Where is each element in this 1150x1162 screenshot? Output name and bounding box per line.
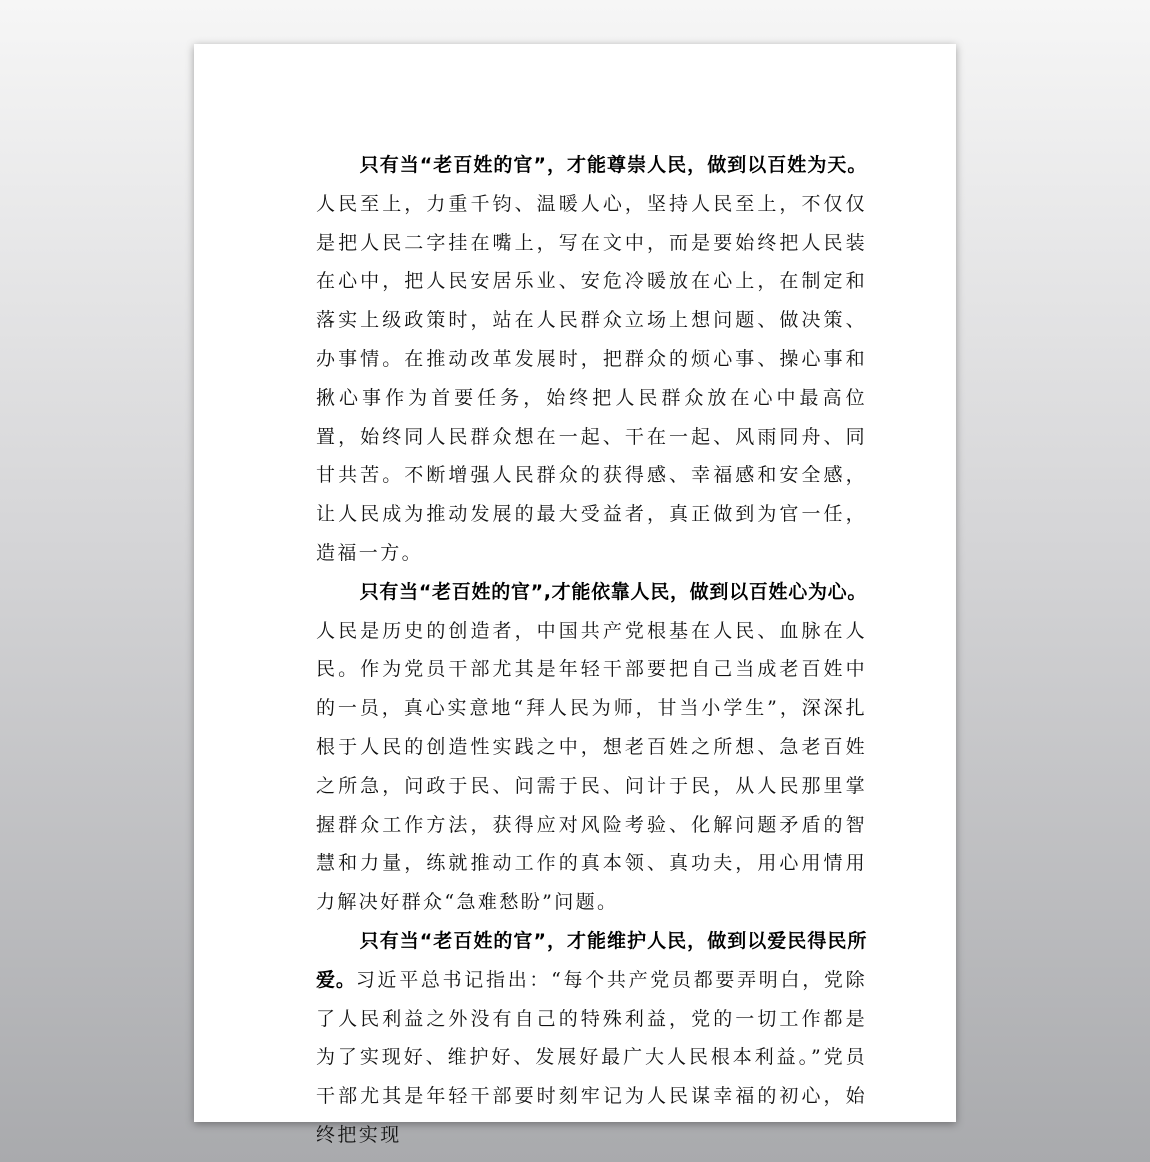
paragraph-3-lead: 只有当“老百姓的官”，才能维护人民，做到以爱民得民所爱。: [316, 929, 867, 991]
paragraph-2-body: 人民是历史的创造者，中国共产党根基在人民、血脉在人民。作为党员干部尤其是年轻干部要把自己当成老百姓中的一员，真心实意地“拜人民为师，甘当小学生”，深深扎根于人民的创造性实践之中，想老百姓之所想、急老百姓之所急，问政于民、问需于民、问计于民，从人民那里掌握群众工作方法，获得应对风险考验、化解问题矛盾的智慧和力量，练就推动工作的真本领、真功夫，用心用情用力解决好群众“急难愁盼”问题。: [316, 619, 867, 914]
paragraph-2-lead: 只有当“老百姓的官”,才能依靠人民，做到以百姓心为心。: [359, 580, 867, 603]
document-body: [316, 146, 867, 1155]
paragraph-1-body: 人民至上，力重千钧、温暖人心，坚持人民至上，不仅仅是把人民二字挂在嘴上，写在文中，而是要始终把人民装在心中，把人民安居乐业、安危冷暖放在心上，在制定和落实上级政策时，站在人民群众立场上想问题、做决策、办事情。在推动改革发展时，把群众的烦心事、操心事和揪心事作为首要任务，始终把人民群众放在心中最高位置，始终同人民群众想在一起、干在一起、风雨同舟、同甘共苦。不断增强人民群众的获得感、幸福感和安全感，让人民成为推动发展的最大受益者，真正做到为官一任，造福一方。: [316, 192, 867, 564]
paragraph-3-body: 习近平总书记指出：“每个共产党员都要弄明白，党除了人民利益之外没有自己的特殊利益，党的一切工作都是为了实现好、维护好、发展好最广大人民根本利益。”党员干部尤其是年轻干部要时刻牢记为人民谋幸福的初心，始终把实现: [316, 968, 867, 1146]
paragraph-2: [316, 573, 867, 922]
document-page: [194, 44, 956, 1146]
paragraph-3: [316, 922, 867, 1155]
paragraph-1: [316, 146, 867, 573]
paragraph-1-lead: 只有当“老百姓的官”，才能尊崇人民，做到以百姓为天。: [359, 154, 867, 176]
